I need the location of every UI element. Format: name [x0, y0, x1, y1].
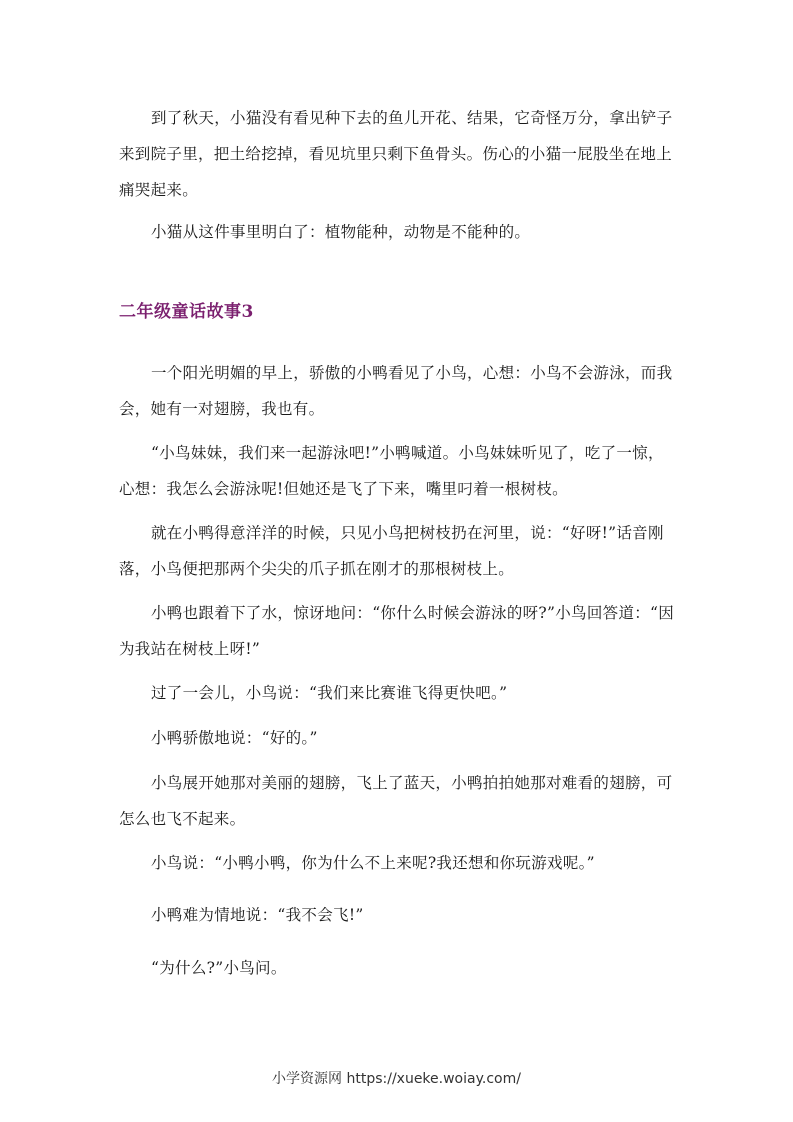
paragraph-autumn-cat: 到了秋天，小猫没有看见种下去的鱼儿开花、结果，它奇怪万分，拿出铲子来到院子里，把土给挖掉，看见坑里只剩下鱼骨头。伤心的小猫一屁股坐在地上痛哭起来。: [119, 109, 673, 199]
paragraph-ok: 小鸭骄傲地说：“好的。”: [151, 729, 318, 747]
section-heading: 二年级童话故事3: [119, 302, 254, 322]
paragraph-fly: 小鸟展开她那对美丽的翅膀，飞上了蓝天，小鸭拍拍她那对难看的翅膀，可怎么也飞不起来。: [119, 774, 673, 828]
page-footer: 小学资源网 https://xueke.woiay.com/: [272, 1071, 521, 1087]
paragraph-invite-swim: “小鸟妹妹，我们来一起游泳吧!”小鸭喊道。小鸟妹妹听见了，吃了一惊，心想：我怎么会游泳呢!但她还是飞了下来，嘴里叼着一根树枝。: [119, 444, 664, 498]
paragraph-race: 过了一会儿，小鸟说：“我们来比赛谁飞得更快吧。”: [151, 684, 508, 702]
paragraph-sunny-morning: 一个阳光明媚的早上，骄傲的小鸭看见了小鸟，心想：小鸟不会游泳，而我会，她有一对翅膀，我也有。: [119, 364, 673, 418]
paragraph-branch: 就在小鸭得意洋洋的时候，只见小鸟把树枝扔在河里，说：“好呀!”话音刚落，小鸟便把那两个尖尖的爪子抓在刚才的那根树枝上。: [119, 524, 664, 578]
paragraph-why: “为什么?”小鸟问。: [151, 959, 287, 977]
paragraph-why-not-up: 小鸟说：“小鸭小鸭，你为什么不上来呢?我还想和你玩游戏呢。”: [151, 854, 595, 872]
paragraph-cant-fly: 小鸭难为情地说：“我不会飞!”: [151, 906, 364, 924]
paragraph-cat-lesson: 小猫从这件事里明白了：植物能种，动物是不能种的。: [151, 223, 531, 241]
paragraph-surprised: 小鸭也跟着下了水，惊讶地问：“你什么时候会游泳的呀?”小鸟回答道：“因为我站在树枝上呀!”: [119, 604, 675, 658]
